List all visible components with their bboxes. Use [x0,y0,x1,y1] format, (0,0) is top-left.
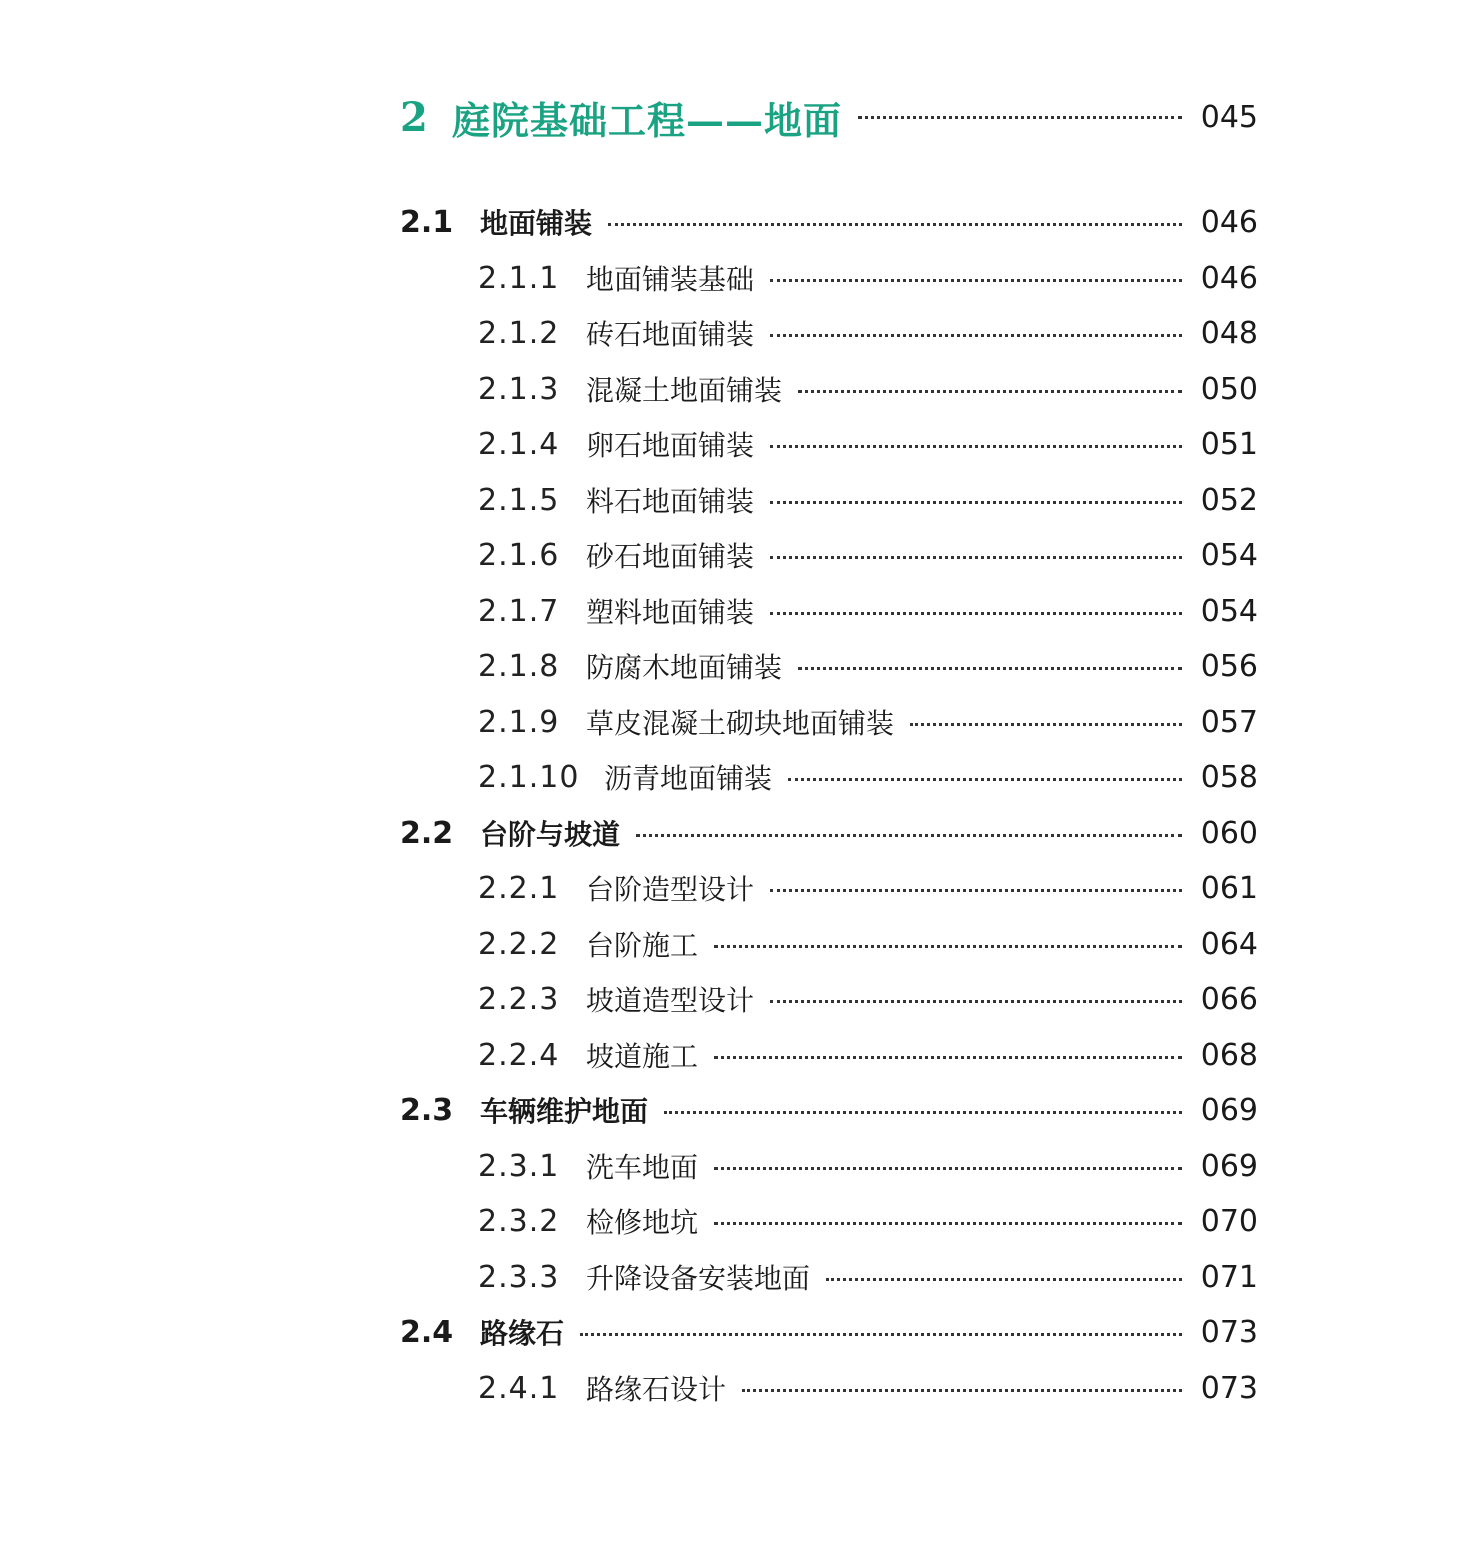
dot-leader [580,1333,1182,1336]
subsection-row [478,532,1258,578]
subsection-number: 2.1.1 [478,260,560,296]
subsection-title: 台阶施工 [586,929,699,962]
subsection-page: 073 [1200,1370,1258,1406]
subsection-title: 检修地坑 [586,1206,699,1239]
section-title: 车辆维护地面 [480,1095,649,1128]
section-title: 路缘石 [480,1317,565,1350]
subsection-title: 草皮混凝土砌块地面铺装 [586,707,895,740]
section-row [400,1309,1258,1355]
section-number: 2.3 [400,1092,454,1128]
subsection-title: 路缘石设计 [586,1373,727,1406]
subsection-row [478,976,1258,1022]
subsection-title: 坡道造型设计 [586,984,755,1017]
subsection-row [478,865,1258,911]
subsection-page: 056 [1200,648,1258,684]
section-page: 046 [1200,204,1258,240]
subsection-page: 054 [1200,593,1258,629]
section-title: 台阶与坡道 [480,818,621,851]
subsection-row [478,255,1258,301]
chapter-heading [400,92,1258,142]
dot-leader [858,116,1182,119]
subsection-title: 坡道施工 [586,1040,699,1073]
subsection-row [478,699,1258,745]
subsection-number: 2.1.9 [478,704,560,740]
subsection-title: 台阶造型设计 [586,873,755,906]
dot-leader [798,667,1182,670]
dot-leader [788,778,1182,781]
chapter-number: 2 [400,93,428,141]
subsection-page: 071 [1200,1259,1258,1295]
dot-leader [714,1167,1182,1170]
subsection-number: 2.3.1 [478,1148,560,1184]
subsection-title: 地面铺装基础 [586,263,755,296]
subsection-page: 069 [1200,1148,1258,1184]
subsection-row [478,1365,1258,1411]
dot-leader [714,1222,1182,1225]
subsection-number: 2.2.4 [478,1037,560,1073]
subsection-page: 048 [1200,315,1258,351]
subsection-number: 2.1.3 [478,371,560,407]
section-page: 073 [1200,1314,1258,1350]
section-number: 2.4 [400,1314,454,1350]
subsection-row [478,1143,1258,1189]
subsection-page: 061 [1200,870,1258,906]
subsection-number: 2.2.1 [478,870,560,906]
chapter-title: 庭院基础工程——地面 [452,97,843,143]
dot-leader [770,1000,1182,1003]
section-row [400,199,1258,245]
dot-leader [714,1056,1182,1059]
subsection-page: 068 [1200,1037,1258,1073]
section-number: 2.1 [400,204,454,240]
subsection-title: 砖石地面铺装 [586,318,755,351]
dot-leader [714,945,1182,948]
dot-leader [664,1111,1182,1114]
subsection-page: 057 [1200,704,1258,740]
subsection-page: 052 [1200,482,1258,518]
subsection-row [478,643,1258,689]
subsection-title: 沥青地面铺装 [604,762,773,795]
section-page: 060 [1200,815,1258,851]
subsection-title: 塑料地面铺装 [586,596,755,629]
chapter-page: 045 [1200,99,1258,135]
subsection-page: 051 [1200,426,1258,462]
subsection-page: 064 [1200,926,1258,962]
subsection-number: 2.1.7 [478,593,560,629]
subsection-title: 砂石地面铺装 [586,540,755,573]
subsection-number: 2.1.6 [478,537,560,573]
section-number: 2.2 [400,815,454,851]
subsection-number: 2.1.8 [478,648,560,684]
subsection-page: 066 [1200,981,1258,1017]
subsection-title: 混凝土地面铺装 [586,374,783,407]
section-row [400,1087,1258,1133]
subsection-number: 2.1.4 [478,426,560,462]
subsection-row [478,1198,1258,1244]
subsection-row [478,477,1258,523]
subsection-title: 防腐木地面铺装 [586,651,783,684]
dot-leader [770,279,1182,282]
dot-leader [608,223,1182,226]
dot-leader [770,556,1182,559]
section-page: 069 [1200,1092,1258,1128]
subsection-number: 2.2.3 [478,981,560,1017]
subsection-row [478,921,1258,967]
dot-leader [770,889,1182,892]
subsection-title: 升降设备安装地面 [586,1262,811,1295]
section-title: 地面铺装 [480,207,593,240]
dot-leader [742,1389,1182,1392]
dot-leader [770,445,1182,448]
dot-leader [798,390,1182,393]
subsection-page: 050 [1200,371,1258,407]
subsection-page: 058 [1200,759,1258,795]
subsection-page: 046 [1200,260,1258,296]
subsection-row [478,588,1258,634]
subsection-row [478,1032,1258,1078]
dot-leader [910,723,1182,726]
subsection-row [478,754,1258,800]
subsection-number: 2.3.3 [478,1259,560,1295]
subsection-title: 卵石地面铺装 [586,429,755,462]
dot-leader [636,834,1182,837]
subsection-page: 054 [1200,537,1258,573]
dot-leader [770,334,1182,337]
subsection-page: 070 [1200,1203,1258,1239]
dot-leader [770,612,1182,615]
subsection-number: 2.1.10 [478,759,580,795]
subsection-number: 2.2.2 [478,926,560,962]
subsection-title: 料石地面铺装 [586,485,755,518]
subsection-number: 2.1.2 [478,315,560,351]
subsection-title: 洗车地面 [586,1151,699,1184]
section-row [400,810,1258,856]
subsection-number: 2.3.2 [478,1203,560,1239]
dot-leader [826,1278,1182,1281]
subsection-number: 2.4.1 [478,1370,560,1406]
subsection-row [478,1254,1258,1300]
subsection-row [478,421,1258,467]
dot-leader [770,501,1182,504]
subsection-row [478,310,1258,356]
subsection-row [478,366,1258,412]
subsection-number: 2.1.5 [478,482,560,518]
